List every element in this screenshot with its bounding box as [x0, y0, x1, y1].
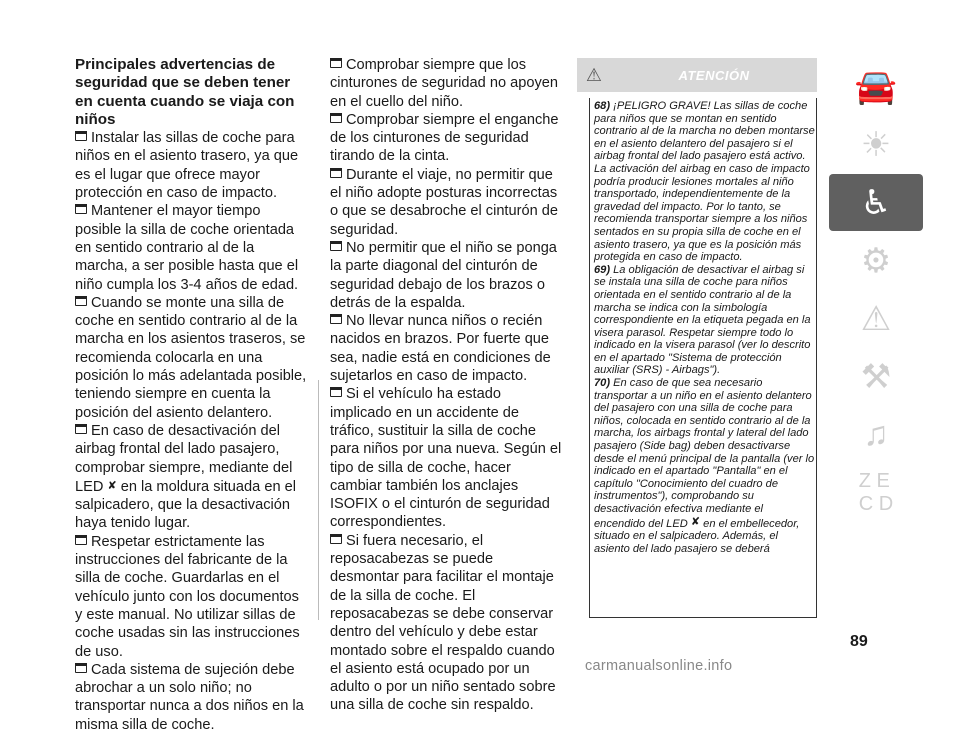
car-info-icon[interactable]: 🚘	[854, 67, 898, 106]
section-heading: Principales advertencias de seguridad que se deben tener en cuenta cuando se viaja con niños	[75, 56, 295, 128]
bullet-icon	[330, 534, 342, 544]
chapter-sidebar	[829, 58, 925, 522]
bullet-item: No permitir que el niño se ponga la parte diagonal del cinturón de seguridad debajo de los brazos o detrás de la espalda.	[330, 239, 557, 311]
bullet-item: Si el vehículo ha estado implicado en un accidente de tráfico, sustituir la silla de coche para niños por una nueva. Según el tipo de silla de coche, hacer cambiar también los anclajes ISOFIX o el cinturón de seguridad correspondientes.	[330, 386, 562, 531]
bullet-icon	[330, 58, 342, 68]
warning-box	[589, 98, 817, 618]
bullet-icon	[75, 131, 87, 141]
bullet-item: Comprobar siempre que los cinturones de seguridad no apoyen en el cuello del niño.	[330, 57, 558, 110]
bullet-item: Mantener el mayor tiempo posible la silla de coche orientada en sentido contrario al de la marcha, a ser posible hasta que el niño cumpla los 3-4 años de edad.	[75, 203, 299, 293]
bullet-icon	[330, 387, 342, 397]
column-divider	[318, 380, 319, 620]
bullet-item: Respetar estrictamente las instrucciones del fabricante de la silla de coche. Guardarlas en el vehículo junto con los documentos y este manual. No utilizar sillas de coche usadas sin las instrucciones de uso.	[75, 533, 300, 660]
bullet-item: Durante el viaje, no permitir que el niño adopte posturas incorrectas o que se desabroche el cinturón de seguridad.	[330, 166, 558, 238]
bullet-icon	[75, 424, 87, 434]
media-icon[interactable]: ♫	[863, 415, 889, 453]
warning-lights-icon[interactable]: ☀	[860, 125, 892, 164]
warning-header	[577, 58, 817, 92]
watermark: carmanualsonline.info	[585, 658, 733, 674]
airbag-off-led-icon: ✘	[690, 515, 701, 528]
warning-item: 69) La obligación de desactivar el airbag si se instala una silla de coche para niños orientada en el sentido contrario al de la marcha se indica con la simbología correspondiente en la etiqueta pegada en la visera parasol. Respetar siempre todo lo indicado en la visera parasol (ver lo descrito en el apartado "Sistema de protección auxiliar (SRS) - Airbags").	[594, 263, 811, 377]
index-letters-icon[interactable]: Z E C D	[858, 469, 894, 515]
warning-item: 68) ¡PELIGRO GRAVE! Las sillas de coche para niños que se montan en sentido contrario al de la marcha no deben montarse en el asiento delantero del pasajero si el airbag frontal del lado pasajero está activo. La activación del airbag en caso de impacto podría producir lesiones mortales al niño transportado, independientemente de la gravedad del impacto. Por lo tanto, se recomienda transportar siempre a los niños sentados en su propia silla de coche en el asiento trasero, ya que es la posición más protegida en caso de impacto.	[594, 100, 815, 264]
bullet-icon	[75, 204, 87, 214]
warning-title: ATENCIÓN	[678, 67, 750, 83]
bullet-icon	[330, 113, 342, 123]
seat-airbag-icon[interactable]: ♿	[829, 174, 923, 231]
bullet-item: Comprobar siempre el enganche de los cinturones de seguridad tirando de la cinta.	[330, 111, 559, 165]
bullet-icon	[75, 296, 87, 306]
column-left	[75, 56, 307, 734]
airbag-off-led-icon: ✘	[107, 479, 117, 492]
warning-triangle-icon: ⚠	[585, 64, 603, 85]
bullet-icon	[330, 241, 342, 251]
bullet-icon	[75, 663, 87, 673]
bullet-icon	[330, 314, 342, 324]
bullet-item: No llevar nunca niños o recién nacidos en brazos. Por fuerte que sea, nadie está en condiciones de sujetarlos en caso de impacto.	[330, 313, 551, 385]
column-middle	[330, 56, 562, 715]
key-steering-icon[interactable]: ⚙	[860, 241, 892, 280]
warning-item: 70) En caso de que sea necesario transportar a un niño en el asiento delantero del pasajero con una silla de coche para niños, colocada en sentido contrario al de la marcha, los airbags frontal y lateral del lado pasajero (Side bag) deben desactivarse desde el menú principal de la pantalla (ver lo indicado en el apartado "Pantalla" en el capítulo "Conocimiento del cuadro de instrumentos"), comprobando su desactivación efectiva mediante el encendido del LED ✘ en el embellecedor, situado en el salpicadero. Además, el asiento del lado pasajero se deberá	[594, 377, 815, 555]
service-gear-icon[interactable]: ⚒	[860, 357, 892, 396]
road-triangle-icon[interactable]: ⚠	[860, 299, 892, 338]
bullet-item: Si fuera necesario, el reposacabezas se puede desmontar para facilitar el montaje de la silla de coche. El reposacabezas se debe conservar dentro del vehículo y debe estar montado sobre el respaldo cuando el asiento está ocupado por un adulto o por un niño sentado sobre una silla de coche sin respaldo.	[330, 532, 556, 714]
bullet-icon	[75, 535, 87, 545]
bullet-item: En caso de desactivación del airbag frontal del lado pasajero, comprobar siempre, mediante del LED ✘ en la moldura situada en el salpicadero, que la desactivación haya tenido lugar.	[75, 422, 296, 532]
bullet-item: Cuando se monte una silla de coche en sentido contrario al de la marcha en los asientos traseros, se recomienda colocarla en una posición lo más adelantada posible, teniendo siempre en cuenta la posición del asiento delantero.	[75, 294, 307, 421]
bullet-item: Instalar las sillas de coche para niños en el asiento trasero, ya que es el lugar que ofrece mayor protección en caso de impacto.	[75, 130, 299, 202]
bullet-item: Cada sistema de sujeción debe abrochar a un solo niño; no transportar nunca a dos niños en la misma silla de coche.	[75, 661, 304, 733]
page-number: 89	[850, 633, 868, 650]
bullet-icon	[330, 168, 342, 178]
